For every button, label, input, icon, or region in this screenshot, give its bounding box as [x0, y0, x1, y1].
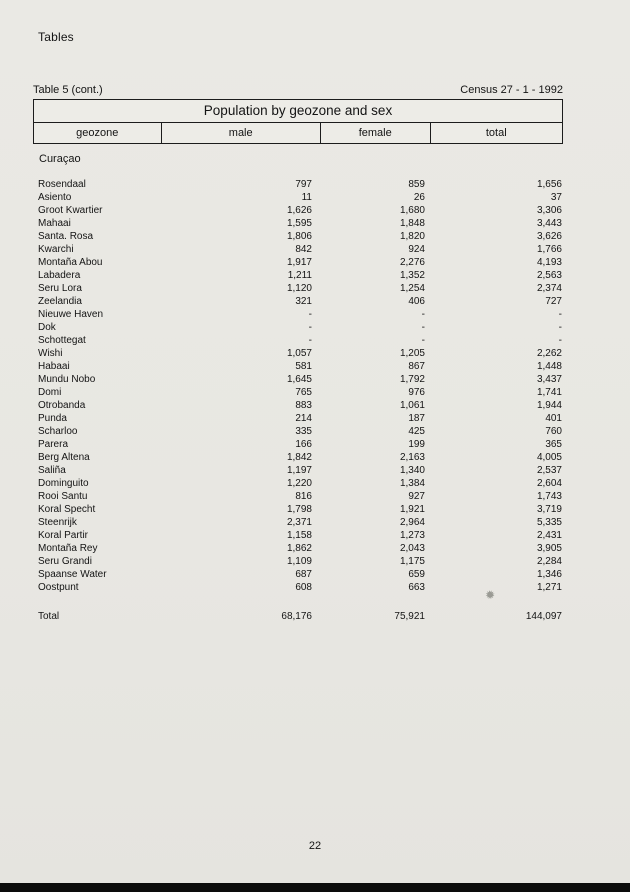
table-cell: 927: [408, 491, 425, 502]
table-cell: 1,254: [399, 283, 425, 294]
table-cell: 1,656: [536, 179, 562, 190]
table-cell: 797: [295, 179, 312, 190]
table-cell: 1,626: [286, 205, 312, 216]
table-cell: 1,842: [286, 452, 312, 463]
table-cell: 1,645: [286, 374, 312, 385]
column-header-geozone: geozone: [76, 127, 119, 139]
table-cell: 663: [408, 582, 425, 593]
table-cell: 1,340: [399, 465, 425, 476]
table-cell: 3,719: [536, 504, 562, 515]
table-cell: 1,057: [286, 348, 312, 359]
table-row: [33, 477, 563, 490]
table-cell: 1,921: [399, 504, 425, 515]
table-row: [33, 360, 563, 373]
table-cell: 321: [295, 296, 312, 307]
table-cell: 3,443: [536, 218, 562, 229]
table-cell: 3,905: [536, 543, 562, 554]
table-row: [33, 334, 563, 347]
table-cell: 2,284: [536, 556, 562, 567]
table-cell: 214: [295, 413, 312, 424]
table-cell: 2,563: [536, 270, 562, 281]
table-row: [33, 321, 563, 334]
table-row: [33, 269, 563, 282]
table-cell: Habaai: [38, 361, 70, 372]
table-cell: 199: [408, 439, 425, 450]
table-cell: -: [308, 322, 312, 333]
column-header-total: total: [430, 123, 563, 143]
table-cell: 1,944: [536, 400, 562, 411]
table-cell: Punda: [38, 413, 67, 424]
table-cell: 1,680: [399, 205, 425, 216]
table-cell: Dok: [38, 322, 56, 333]
table-cell: 1,211: [287, 270, 312, 281]
table-cell: 1,175: [399, 556, 425, 567]
table-title: Population by geozone and sex: [33, 99, 563, 122]
table-cell: Santa. Rosa: [38, 231, 94, 242]
table-row: [33, 308, 563, 321]
table-cell: 2,431: [536, 530, 562, 541]
table-cell: 1,766: [536, 244, 562, 255]
table-cell: 1,820: [399, 231, 425, 242]
table-cell: 425: [408, 426, 425, 437]
census-table: [33, 84, 563, 623]
table-meta-row: [33, 84, 563, 96]
table-cell: 867: [408, 361, 425, 372]
table-row: [33, 568, 563, 581]
table-cell: Dominguito: [38, 478, 89, 489]
table-cell: 2,964: [399, 517, 425, 528]
table-cell: 2,537: [536, 465, 562, 476]
table-cell: 1,798: [286, 504, 312, 515]
table-header-row: [33, 122, 563, 144]
table-row: [33, 464, 563, 477]
table-cell: 1,271: [536, 582, 562, 593]
table-cell: Mahaai: [38, 218, 71, 229]
table-row: [33, 217, 563, 230]
table-cell: 1,346: [536, 569, 562, 580]
table-cell: 760: [545, 426, 562, 437]
table-cell: 37: [550, 192, 562, 203]
table-cell: Koral Specht: [38, 504, 96, 515]
table-cell: -: [421, 322, 425, 333]
table-cell: -: [558, 335, 562, 346]
table-row: [33, 555, 563, 568]
column-header-female: female: [320, 123, 430, 143]
table-label: Table 5 (cont.): [33, 84, 103, 96]
table-row: [33, 178, 563, 191]
table-cell: Parera: [38, 439, 69, 450]
table-cell: Schottegat: [38, 335, 86, 346]
table-cell: -: [558, 309, 562, 320]
table-cell: 1,120: [286, 283, 312, 294]
table-cell: Nieuwe Haven: [38, 309, 104, 320]
table-cell: -: [421, 335, 425, 346]
column-header-male: male: [161, 123, 320, 143]
page-number: 22: [308, 840, 322, 852]
table-cell: 1,917: [286, 257, 312, 268]
table-total-row: [33, 610, 563, 623]
table-cell: 1,158: [286, 530, 312, 541]
total-total: 144,097: [525, 611, 562, 622]
table-row: [33, 412, 563, 425]
scan-smudge-artifact: ✹: [483, 586, 497, 604]
table-cell: Asiento: [38, 192, 72, 203]
table-row: [33, 451, 563, 464]
table-cell: 1,220: [286, 478, 312, 489]
table-cell: 2,604: [536, 478, 562, 489]
table-cell: -: [308, 335, 312, 346]
table-cell: 2,163: [399, 452, 425, 463]
table-cell: 765: [295, 387, 312, 398]
table-cell: Berg Altena: [38, 452, 90, 463]
table-row: [33, 386, 563, 399]
table-cell: -: [421, 309, 425, 320]
census-date-label: Census 27 - 1 - 1992: [460, 84, 563, 96]
table-cell: 166: [295, 439, 312, 450]
table-cell: Kwarchi: [38, 244, 74, 255]
table-row: [33, 282, 563, 295]
table-row: [33, 256, 563, 269]
table-row: [33, 191, 563, 204]
table-cell: 727: [545, 296, 562, 307]
table-cell: Koral Partir: [38, 530, 89, 541]
table-cell: 1,595: [286, 218, 312, 229]
table-row: [33, 243, 563, 256]
document-section-title: Tables: [38, 30, 74, 44]
table-cell: Labadera: [38, 270, 81, 281]
table-cell: 687: [295, 569, 312, 580]
table-cell: Mundu Nobo: [38, 374, 96, 385]
table-cell: 1,743: [536, 491, 562, 502]
table-cell: Zeelandia: [38, 296, 82, 307]
table-row: [33, 425, 563, 438]
table-row: [33, 230, 563, 243]
table-row: [33, 542, 563, 555]
table-cell: 1,061: [399, 400, 425, 411]
table-row: [33, 503, 563, 516]
table-cell: 401: [545, 413, 562, 424]
table-cell: Rosendaal: [38, 179, 86, 190]
total-female: 75,921: [394, 611, 425, 622]
table-cell: 1,352: [399, 270, 425, 281]
table-cell: 816: [295, 491, 312, 502]
table-row: [33, 399, 563, 412]
table-row: [33, 295, 563, 308]
table-cell: Saliña: [38, 465, 66, 476]
table-cell: 1,448: [536, 361, 562, 372]
table-cell: 1,848: [399, 218, 425, 229]
table-cell: Oostpunt: [38, 582, 79, 593]
table-row: [33, 490, 563, 503]
table-cell: 2,371: [286, 517, 312, 528]
table-cell: Scharloo: [38, 426, 78, 437]
table-row: [33, 581, 563, 594]
table-cell: 11: [301, 192, 312, 203]
table-cell: 976: [408, 387, 425, 398]
table-cell: 1,205: [399, 348, 425, 359]
table-cell: 3,437: [536, 374, 562, 385]
total-male: 68,176: [281, 611, 312, 622]
table-cell: 2,262: [536, 348, 562, 359]
table-cell: 4,005: [536, 452, 562, 463]
table-cell: 859: [408, 179, 425, 190]
table-row: [33, 373, 563, 386]
table-cell: 4,193: [536, 257, 562, 268]
table-cell: 1,109: [286, 556, 312, 567]
table-cell: 26: [413, 192, 425, 203]
table-cell: 406: [408, 296, 425, 307]
table-row: [33, 204, 563, 217]
table-cell: 581: [295, 361, 312, 372]
table-cell: -: [558, 322, 562, 333]
table-body: [33, 178, 563, 594]
table-cell: Montaña Rey: [38, 543, 98, 554]
table-cell: 335: [295, 426, 312, 437]
table-cell: 1,806: [286, 231, 312, 242]
table-cell: 187: [408, 413, 425, 424]
table-cell: 3,626: [536, 231, 562, 242]
table-cell: -: [308, 309, 312, 320]
table-cell: 5,335: [536, 517, 562, 528]
table-cell: 365: [545, 439, 562, 450]
table-cell: 883: [295, 400, 312, 411]
table-cell: 2,276: [399, 257, 425, 268]
table-cell: 924: [408, 244, 425, 255]
table-cell: 1,197: [286, 465, 312, 476]
table-cell: 608: [295, 582, 312, 593]
table-row: [33, 529, 563, 542]
table-cell: 1,741: [536, 387, 562, 398]
table-cell: 842: [295, 244, 312, 255]
table-cell: Domi: [38, 387, 62, 398]
table-cell: Groot Kwartier: [38, 205, 103, 216]
table-cell: Steenrijk: [38, 517, 77, 528]
table-cell: Montaña Abou: [38, 257, 103, 268]
table-cell: 3,306: [536, 205, 562, 216]
table-cell: 659: [408, 569, 425, 580]
table-cell: 1,273: [399, 530, 425, 541]
table-cell: Otrobanda: [38, 400, 86, 411]
table-cell: Spaanse Water: [38, 569, 107, 580]
table-cell: 1,792: [399, 374, 425, 385]
table-row: [33, 347, 563, 360]
table-row: [33, 438, 563, 451]
scan-edge-shadow: [0, 883, 630, 892]
table-row: [33, 516, 563, 529]
table-cell: 2,374: [536, 283, 562, 294]
table-cell: 2,043: [399, 543, 425, 554]
table-cell: Wishi: [38, 348, 63, 359]
region-section-label: Curaçao: [39, 153, 81, 165]
table-cell: Rooi Santu: [38, 491, 88, 502]
table-cell: 1,384: [399, 478, 425, 489]
total-label: Total: [38, 611, 60, 622]
table-cell: 1,862: [286, 543, 312, 554]
table-cell: Seru Grandi: [38, 556, 92, 567]
table-cell: Seru Lora: [38, 283, 82, 294]
